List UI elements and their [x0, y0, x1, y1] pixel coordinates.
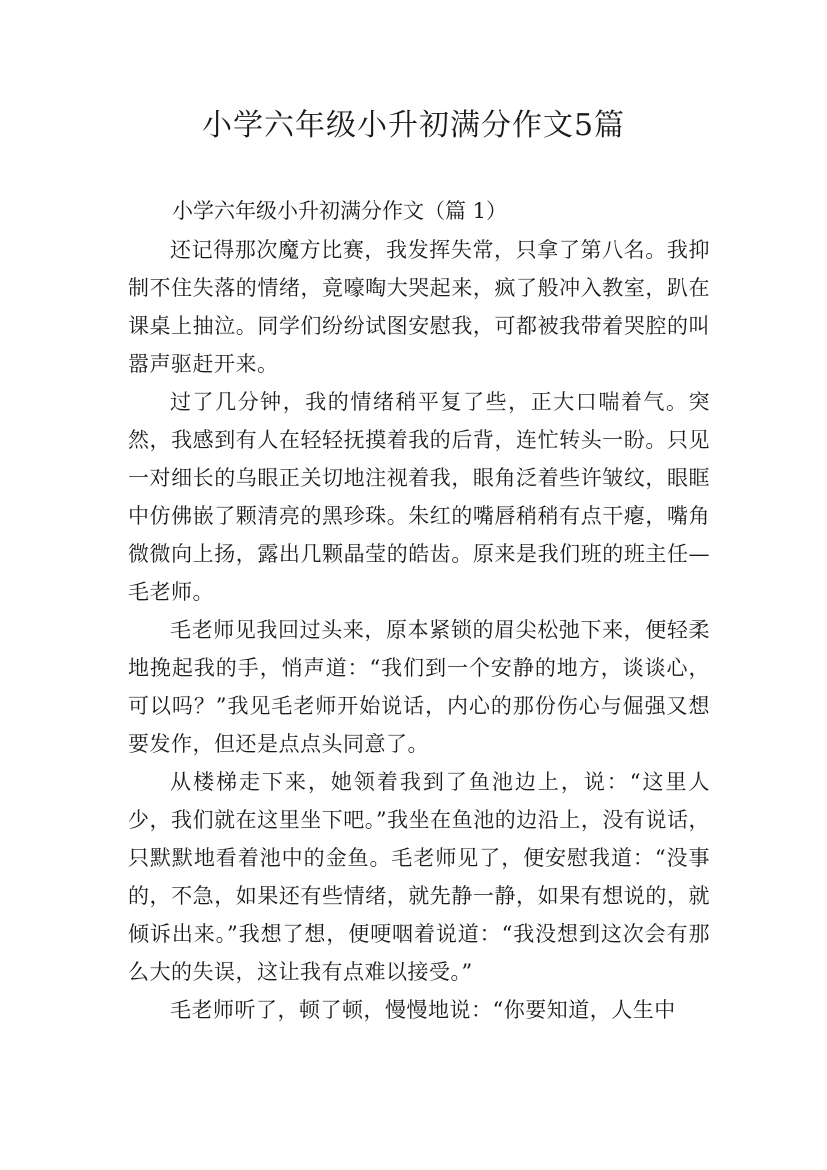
paragraph: 毛老师见我回过头来，原本紧锁的眉尖松弛下来，便轻柔地挽起我的手，悄声道：“我们到一个安静的地方，谈谈心，可以吗？”我见毛老师开始说话，内心的那份伤心与倔强又想要发作，但还是点点头同意了。	[128, 618, 710, 756]
paragraph: 过了几分钟，我的情绪稍平复了些，正大口喘着气。突然，我感到有人在轻轻抚摸着我的后背，连忙转头一盼。只见一对细长的乌眼正关切地注视着我，眼角泛着些许皱纹，眼眶中仿佛嵌了颗清亮的黑珍珠。朱红的嘴唇稍稍有点干瘪，嘴角微微向上扬，露出几颗晶莹的皓齿。原来是我们班的班主任—毛老师。	[128, 390, 710, 604]
document-title: 小学六年级小升初满分作文5篇	[201, 108, 626, 143]
paragraph: 从楼梯走下来，她领着我到了鱼池边上，说：“这里人少，我们就在这里坐下吧。”我坐在鱼池的边沿上，没有说话，只默默地看着池中的金鱼。毛老师见了，便安慰我道：“没事的，不急，如果还有些情绪，就先静一静，如果有想说的，就倾诉出来。”我想了想，便哽咽着说道：“我没想到这次会有那么大的失误，这让我有点难以接受。”	[128, 770, 710, 984]
paragraph: 毛老师听了，顿了顿，慢慢地说：“你要知道，人生中	[170, 998, 676, 1022]
section-heading: 小学六年级小升初满分作文（篇 1）	[172, 199, 508, 223]
document-body	[128, 192, 710, 1029]
paragraph: 还记得那次魔方比赛，我发挥失常，只拿了第八名。我抑制不住失落的情绪，竟嚎啕大哭起来，疯了般冲入教室，趴在课桌上抽泣。同学们纷纷试图安慰我，可都被我带着哭腔的叫嚣声驱赶开来。	[128, 238, 710, 376]
